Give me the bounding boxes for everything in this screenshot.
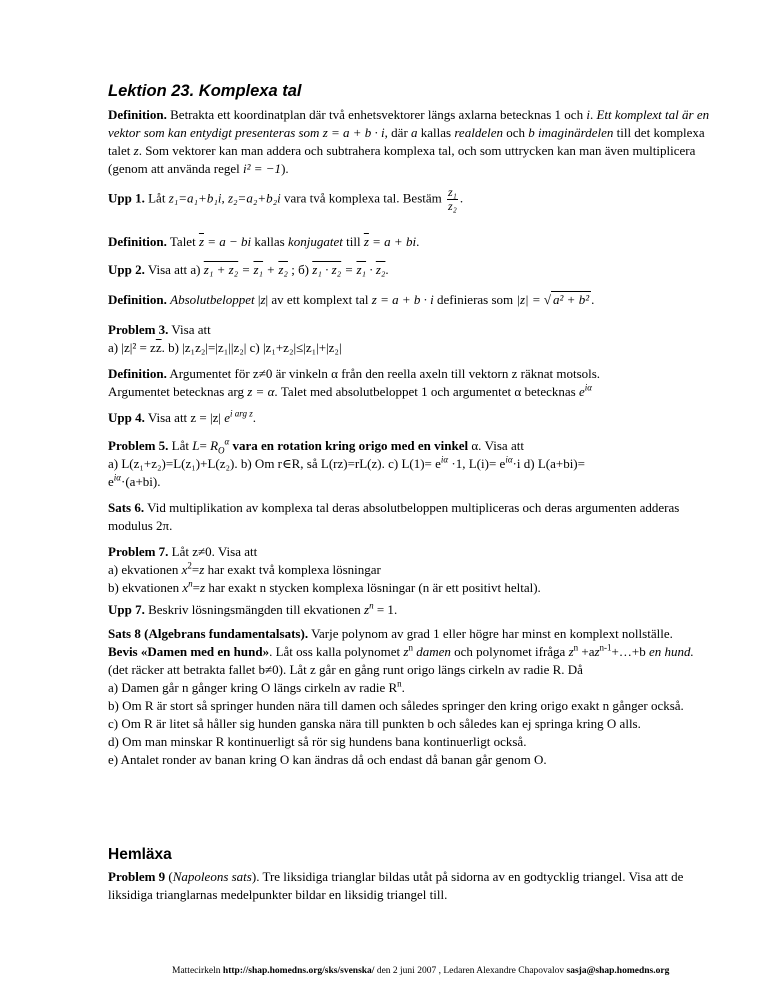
problem-9: Problem 9 (Napoleons sats). Tre liksidiga trianglar bildas utåt på sidorna av en godtycklig triangel. Visa att de liksidiga trianglarnas medelpunkter bildar en liksidig triangel till. (108, 869, 684, 902)
problem-7: Problem 7. Låt z≠0. Visa att a) ekvationen $x^2=z$ har exakt två komplexa lösningar b) ekvationen $x^n=z$ har exakt n stycken komplexa lösningar (n är ett positivt heltal). (108, 544, 541, 595)
theorem-label: Sats 8 (Algebrans fundamentalsats). (108, 626, 309, 641)
exercise-label: Upp 1. (108, 190, 145, 206)
exercise-7: Upp 7. Beskriv lösningsmängden till ekvationen $z^n = 1$. (108, 600, 398, 617)
footer-url-link[interactable]: http://shap.homedns.org/sks/svenska/ (222, 966, 375, 976)
exercise-1: Upp 1. Låt z₁=a₁+b₁i, z₂=a₂+b₂i vara två komplexa tal. Bestäm $\frac{\text{z₁}}{\text{z₂}}$ . (108, 185, 464, 213)
theorem-label: Sats 6. (108, 500, 145, 515)
homework-heading: Hemläxa (108, 846, 172, 863)
fraction-z1-z2: $\frac{\text{z₁}}{\text{z₂}}$ (448, 185, 457, 213)
theorem-6: Sats 6. Vid multiplikation av komplexa tal deras absolutbeloppen multipliceras och deras argumenten adderas modulus 2π. (108, 500, 680, 533)
problem-5: Problem 5. Låt $L= R_O^\alpha$ vara en rotation kring origo med en vinkel α. Visa att a) L(z₁+z₂)=L(z₁)+L(z₂). b) Om r∈R, så L(rz)=rL(z). c) $L(1)= e^{i\alpha} \cdot 1$, $L(i)= e^{i\alpha}\cdot i$ d) L(a+bi)= $e^{i\alpha}\cdot(a+bi)$. (108, 436, 585, 489)
sqrt-a2-b2: a² + b² (553, 292, 590, 307)
page-footer: Mattecirkeln http://shap.homedns.org/sks/svenska/ den 2 juni 2007 , Ledaren Alexandre Chapovalov sasja@shap.homedns.org (172, 966, 670, 976)
definition-argument: Definition. Argumentet för z≠0 är vinkeln α från den reella axeln till vektorn z räknat motsols. Argumentet betecknas arg z = α. Talet med absolutbeloppet 1 och argumentet α betecknas $e^{i\alpha}$ (108, 366, 601, 399)
proof: Bevis «Damen med en hund». Låt oss kalla polynomet $z^n$ damen och polynomet ifråga $z^n$ $+az^{n-1}+\dots+b$ en hund. (det räcker att betrakta fallet b≠0). Låt z går en gång runt origo längs cirkeln av radie R. Då (108, 642, 694, 677)
definition-conjugate: Definition. Talet $\overline{z} = a$ − bi kallas konjugatet till $\overline{z} = a$ + bi. (108, 234, 420, 249)
formula-z-abi: z = a + b · i (322, 125, 385, 140)
problem-label: Problem 7. (108, 544, 169, 559)
problem-label: Problem 9 (108, 869, 166, 884)
problem-3: Problem 3. Visa att a) $|z|^2 = z\overline{z}$. b) |z₁z₂|=|z₁||z₂| c) |z₁+z₂|≤|z₁|+|z₂| (108, 322, 342, 355)
page-title: Lektion 23. Komplexa tal (108, 82, 302, 100)
definition-label: Definition. (108, 366, 167, 381)
exercise-2: Upp 2. Visa att a) z₁ + z₂ = z₁ + z₂ ; б) z₁ · z₂ = z₁ · z₂. (108, 262, 389, 277)
definition-label: Definition. (108, 107, 167, 122)
definition-absolute-value: Definition. Absolutbeloppet |z| av ett komplext tal z = a + b · i definieras som |z| = √ a² + b² . (108, 292, 595, 307)
exercise-label: Upp 7. (108, 602, 145, 617)
definition-label: Definition. (108, 234, 167, 249)
definition-complex-number: Definition. Betrakta ett koordinatplan där två enhetsvektorer längs axlarna betecknas 1 och i. Ett komplext tal är en vektor som kan entydigt presenteras som z = a + b · i, där a kallas realdelen och b imaginärdelen till det komplexa talet z. Som vektorer kan man addera och subtrahera komplexa tal, och som uttrycken kan man även multiplicera (genom att använda regel i² = −1). (108, 107, 710, 176)
exercise-4: Upp 4. Visa att z = |z| $e^{i arg z}$. (108, 408, 256, 425)
problem-label: Problem 3. (108, 322, 169, 337)
exercise-label: Upp 2. (108, 262, 145, 277)
exercise-label: Upp 4. (108, 410, 145, 425)
theorem-8: Sats 8 (Algebrans fundamentalsats). Varje polynom av grad 1 eller högre har minst en komplext nollställe. Bevis «Damen med en hund». Låt oss kalla polynomet $z^n$ damen och polynomet ifråga $z^n$ $+az^{n-1}+\dots+b$ en hund. (det räcker att betrakta fallet b≠0). Låt z går en gång runt origo längs cirkeln av radie R. Då a) Damen går n gånger kring O längs cirkeln av radie $R^n$. b) Om R är stort så springer hunden nära till damen och således springer den kring origo exakt n gånger också. c) Om R är litet så håller sig hunden ganska nära till punkten b och således kan ej springa kring O alls. d) Om man minskar R kontinuerligt så rör sig hundens bana kontinuerligt också. e) Antalet ronder av banan kring O kan ändras då och endast då banan går genom O. (108, 625, 716, 769)
formula-i-squared: i² = −1 (243, 161, 282, 176)
problem-label: Problem 5. (108, 438, 169, 453)
footer-email-link[interactable]: sasja@shap.homedns.org (566, 966, 670, 976)
proof-label: Bevis «Damen med en hund» (108, 644, 270, 659)
definition-label: Definition. (108, 292, 167, 307)
